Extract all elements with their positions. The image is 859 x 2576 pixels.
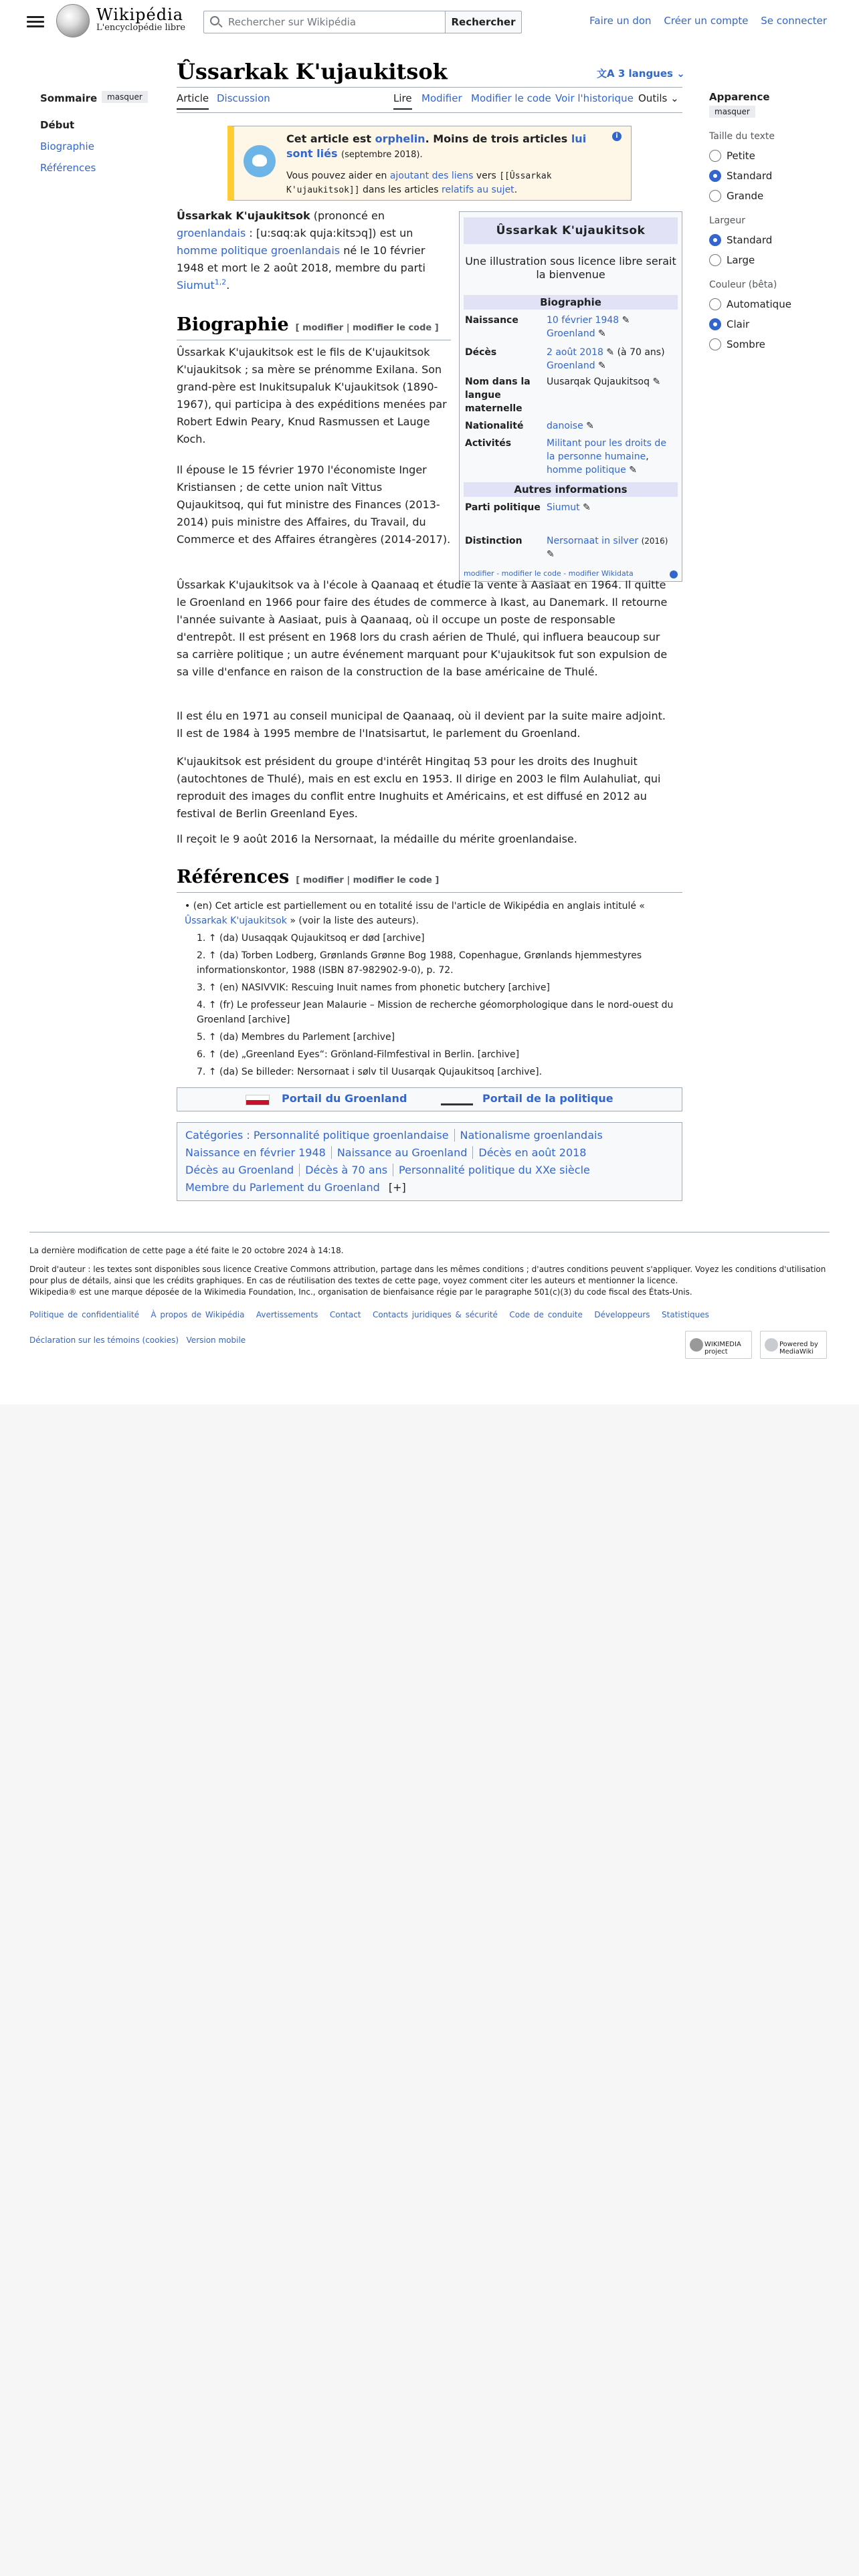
footer-links: Politique de confidentialité À propos de Wikipédia Avertissements Contact Contacts juridiques & sécurité Code de conduite Développeurs Statistiques	[29, 1310, 709, 1319]
categories-box	[177, 1122, 682, 1201]
references-heading: Références [ modifier | modifier le code ]	[177, 867, 440, 887]
add-links-link[interactable]: ajoutant des liens	[389, 171, 474, 181]
bio-paragraph-5: K'ujaukitsok est président du groupe d'intérêt Hingitaq 53 pour les droits des Inughuit (autochtones de Thulé), mais en est exclu en 1953. Il dirige en 2003 le film Aulahuliat, qui reproduit des images du conflit entre Inughuits et Américains, et est diffusé en 2012 au festival de Berlin Greenland Eyes.	[177, 755, 661, 820]
text-size-large-radio[interactable]: Grande	[709, 190, 843, 202]
label-distinction: Distinction	[465, 536, 522, 546]
orphan-link[interactable]: orphelin	[375, 132, 425, 145]
infobox-other-heading: Autres informations	[464, 482, 678, 497]
mediawiki-badge[interactable]: Powered by MediaWiki	[760, 1331, 827, 1359]
reference-item[interactable]: 7. ↑ (da) Se billeder: Nersornaat i sølv til Uusarqak Qujaukitsoq [archive].	[197, 1067, 543, 1077]
search-input[interactable]: Rechercher sur Wikipédia	[203, 11, 446, 33]
width-large-radio[interactable]: Large	[709, 254, 843, 266]
linked-articles-link[interactable]: lui sont liés	[286, 132, 587, 160]
toc-item-references[interactable]: Références	[40, 162, 96, 174]
infobox-bio-heading: Biographie	[464, 295, 678, 310]
toc-hide-button[interactable]: masquer	[102, 91, 148, 103]
header	[0, 0, 859, 44]
category-link[interactable]: Décès au Groenland	[185, 1164, 294, 1176]
infobox-image-placeholder: Une illustration sous licence libre serait la bienvenue	[465, 255, 676, 281]
category-link[interactable]: Personnalité politique groenlandaise	[253, 1129, 449, 1142]
appearance-hide-button[interactable]: masquer	[709, 106, 755, 118]
value-nationalite: danoise ✎	[547, 421, 594, 431]
page-bottom-area	[0, 1404, 859, 2576]
table-of-contents	[40, 92, 154, 174]
page-title: Ûssarkak K'ujaukitsok	[177, 59, 448, 84]
logo-tagline: L'encyclopédie libre	[96, 23, 186, 33]
color-label: Couleur (bêta)	[709, 280, 777, 290]
label-langue: Nom dans la langue maternelle	[465, 377, 531, 414]
tab-read[interactable]: Lire	[393, 92, 412, 110]
page-tabs	[177, 91, 682, 114]
categories-expand-button[interactable]: [+]	[388, 1181, 406, 1194]
tab-edit[interactable]: Modifier	[421, 92, 462, 104]
search-icon	[210, 16, 219, 25]
value-activites: Militant pour les droits de la personne humaine, homme politique ✎	[547, 438, 666, 475]
logo-title[interactable]: Wikipédia	[96, 5, 184, 24]
biographie-edit-links[interactable]: [ modifier | modifier le code ]	[295, 323, 439, 333]
category-link[interactable]: Naissance en février 1948	[185, 1146, 326, 1159]
greenland-flag-icon	[246, 1095, 270, 1105]
category-link[interactable]: Personnalité politique du XXe siècle	[399, 1164, 590, 1176]
references-rule	[177, 892, 682, 893]
width-standard-radio[interactable]: Standard	[709, 234, 843, 246]
bio-paragraph-1: Ûssarkak K'ujaukitsok est le fils de K'ujaukitsok K'ujaukitsok ; sa mère se prénomme Exilana. Son grand-père est Inukitsupaluk K'ujaukitsok (1890-1967), qui participa à des expéditions menées par Robert Edwin Peary, Knud Rasmussen et Lauge Koch.	[177, 346, 447, 445]
tools-menu[interactable]: Outils ⌄	[638, 92, 679, 104]
reference-item[interactable]: 3. ↑ (en) NASIVVIK: Rescuing Inuit names from phonetic butchery [archive]	[197, 982, 550, 993]
bio-paragraph-6: Il reçoit le 9 août 2016 la Nersornaat, la médaille du mérite groenlandaise.	[177, 833, 577, 845]
label-naissance: Naissance	[465, 315, 518, 326]
orphan-bird-icon	[244, 145, 276, 177]
reference-item[interactable]: 2. ↑ (da) Torben Lodberg, Grønlands Grønne Bog 1988, Copenhague, Grønlands hjemmestyres informationskontor, 1988 (ISBN 87-982902-9-0), p. 72.	[197, 950, 642, 976]
license-text: Droit d'auteur : les textes sont disponibles sous licence Creative Commons attribution, partage dans les mêmes conditions ; d'autres conditions peuvent s'appliquer. Voyez les conditions d'utilisation pour plus de détails, ainsi que les crédits graphiques. En cas de réutilisation des textes de cette page, voyez comment citer les auteurs et mentionner la licence.	[29, 1265, 826, 1285]
appearance-panel	[709, 91, 843, 350]
bio-paragraph-2: Il épouse le 15 février 1970 l'économiste Inger Kristiansen ; de cette union naît Vittus Qujaukitsoq, qui fut ministre des Finances (2013-2014) puis ministre des Affaires, du Travail, du Commerce et des Affaires étrangères (2014-2017).	[177, 463, 451, 546]
tab-history[interactable]: Voir l'historique	[555, 92, 634, 104]
category-link[interactable]: Naissance au Groenland	[337, 1146, 468, 1159]
login-link[interactable]: Se connecter	[761, 15, 827, 27]
toc-title: Sommaire	[40, 92, 98, 104]
reference-item[interactable]: 5. ↑ (da) Membres du Parlement [archive]	[197, 1032, 395, 1043]
title-divider	[177, 87, 682, 88]
category-link[interactable]: Décès à 70 ans	[305, 1164, 388, 1176]
orphan-notice	[227, 126, 632, 201]
width-label: Largeur	[709, 215, 746, 226]
category-link[interactable]: Décès en août 2018	[478, 1146, 587, 1159]
create-account-link[interactable]: Créer un compte	[664, 15, 749, 27]
category-link[interactable]: Membre du Parlement du Groenland	[185, 1181, 380, 1194]
appearance-title: Apparence	[709, 91, 770, 103]
related-articles-link[interactable]: relatifs au sujet	[442, 185, 514, 195]
portal-greenland-link[interactable]: Portail du Groenland	[282, 1092, 407, 1105]
language-button[interactable]: 文A 3 langues ⌄	[597, 68, 685, 80]
text-size-label: Taille du texte	[709, 131, 775, 142]
label-deces: Décès	[465, 347, 497, 358]
search-button[interactable]: Rechercher	[445, 11, 522, 33]
reference-item[interactable]: 6. ↑ (de) „Greenland Eyes“: Grönland-Filmfestival in Berlin. [archive]	[197, 1049, 520, 1060]
trademark-text: Wikipedia® est une marque déposée de la Wikimedia Foundation, Inc., organisation de bienfaisance régie par le paragraphe 501(c)(3) du code fiscal des États-Unis.	[29, 1287, 692, 1297]
tabs-divider	[177, 112, 682, 113]
color-dark-radio[interactable]: Sombre	[709, 338, 843, 350]
value-distinction: Nersornaat in silver (2016) ✎	[547, 536, 668, 560]
text-size-standard-radio[interactable]: Standard	[709, 170, 843, 182]
color-auto-radio[interactable]: Automatique	[709, 298, 843, 310]
value-deces: 2 août 2018 ✎ (à 70 ans) Groenland ✎	[547, 347, 665, 371]
main-menu-button[interactable]	[27, 13, 44, 31]
category-link[interactable]: Nationalisme groenlandais	[460, 1129, 603, 1142]
portal-politics-link[interactable]: Portail de la politique	[482, 1092, 613, 1105]
info-icon[interactable]: i	[612, 132, 622, 141]
label-parti: Parti politique	[465, 502, 541, 513]
infobox-title: Ûssarkak K'ujaukitsok	[464, 217, 678, 244]
references-list	[177, 899, 682, 1079]
intro-paragraph: Ûssarkak K'ujaukitsok (prononcé en groenlandais : [u:sɑq:ak quja:kitsɔq]) est un homme politique groenlandais né le 10 février 1948 et mort le 2 août 2018, membre du parti Siumut$^{1,2}$.	[177, 209, 425, 292]
last-modified: La dernière modification de cette page a été faite le 20 octobre 2024 à 14:18.	[29, 1246, 344, 1255]
value-parti: Siumut ✎	[547, 502, 591, 513]
value-naissance: 10 février 1948 ✎ Groenland ✎	[547, 315, 630, 339]
donate-link[interactable]: Faire un don	[589, 15, 652, 27]
references-edit-links[interactable]: [ modifier | modifier le code ]	[296, 875, 440, 885]
label-nationalite: Nationalité	[465, 421, 524, 431]
tab-edit-code[interactable]: Modifier le code	[471, 92, 551, 104]
notice-text: Vous pouvez aider en ajoutant des liens vers [[Ûssarkak K'ujaukitsok]] dans les articles relatifs au sujet.	[286, 171, 552, 195]
color-light-radio[interactable]: Clair	[709, 318, 843, 330]
notice-title: Cet article est orphelin. Moins de trois articles lui sont liés (septembre 2018).	[286, 132, 587, 160]
text-size-small-radio[interactable]: Petite	[709, 150, 843, 162]
toc-item-biographie[interactable]: Biographie	[40, 140, 94, 152]
reference-item[interactable]: 4. ↑ (fr) Le professeur Jean Malaurie – Mission de recherche géomorphologique dans le nord-ouest du Groenland [archive]	[197, 1000, 674, 1025]
label-activites: Activités	[465, 438, 512, 449]
wikimedia-badge[interactable]: WIKIMEDIA project	[685, 1331, 752, 1359]
portals-bar	[177, 1087, 682, 1111]
infobox	[459, 211, 682, 582]
wikipedia-logo-icon[interactable]	[56, 4, 90, 37]
tab-discussion[interactable]: Discussion	[217, 92, 270, 104]
toc-item-debut[interactable]: Début	[40, 119, 75, 131]
user-links	[580, 15, 827, 27]
reference-item[interactable]: 1. ↑ (da) Uusaqqak Qujaukitsoq er død [archive]	[197, 933, 425, 944]
categories-label[interactable]: Catégories :	[185, 1129, 250, 1142]
infobox-edit-links[interactable]: modifier - modifier le code - modifier Wikidata	[464, 569, 634, 578]
biographie-heading: Biographie [ modifier | modifier le code ]	[177, 314, 439, 335]
value-langue: Uusarqak Qujaukitsoq ✎	[547, 377, 661, 387]
bio-paragraph-3: Ûssarkak K'ujaukitsok va à l'école à Qaanaaq et étudie la vente à Aasiaat en 1964. Il quitte le Groenland en 1966 pour faire des études de commerce à Ikast, au Danemark. Il retourne l'année suivante à Aasiaat, puis à Qaanaaq, où il occupe un poste de responsable d'entrepôt. Il est présent en 1968 lors du crash aérien de Thulé, qui influera beaucoup sur sa carrière politique ; un autre événement marquant pour K'ujaukitsok fut son expulsion de sa ville d'enfance en raison de la construction de la base américaine de Thulé.	[177, 578, 668, 678]
tab-article[interactable]: Article	[177, 92, 209, 110]
bio-paragraph-4: Il est élu en 1971 au conseil municipal de Qaanaaq, où il devient par la suite maire adjoint. Il est de 1984 à 1995 membre de l'Inatsisartut, le parlement du Groenland.	[177, 710, 666, 740]
translation-note: • (en) Cet article est partiellement ou en totalité issu de l'article de Wikipédia en anglais intitulé « Ûssarkak K'ujaukitsok » (voir la liste des auteurs).	[185, 901, 645, 926]
footer-links-2: Déclaration sur les témoins (cookies) Version mobile	[29, 1335, 246, 1345]
politics-icon	[441, 1095, 473, 1105]
